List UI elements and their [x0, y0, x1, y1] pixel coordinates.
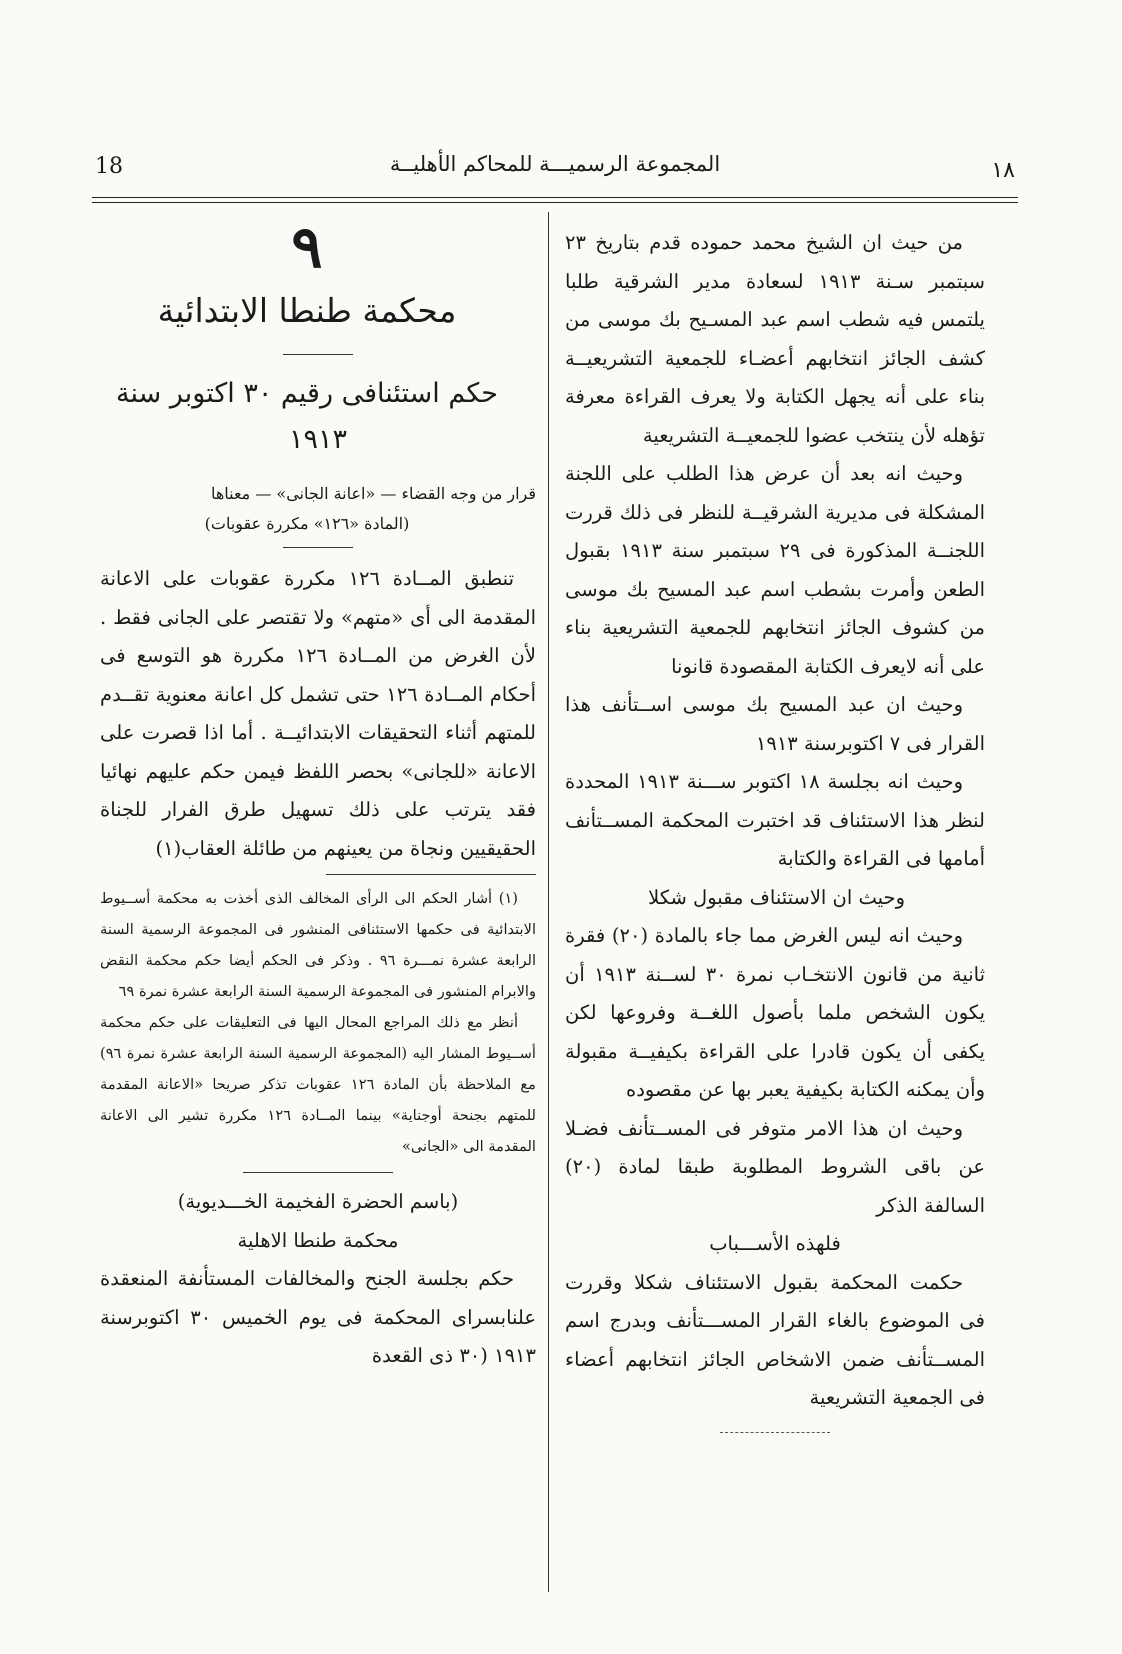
page-number-arabic: ١٨ — [991, 158, 1015, 183]
session-paragraph: حكم بجلسة الجنح والمخالفات المستأنفة المنعقدة علنابسراى المحكمة فى يوم الخميس ٣٠ اكتوبرسنة ١٩١٣ (٣٠ ذى القعدة — [100, 1267, 536, 1367]
paragraph: وحيث ان عبد المسيح بك موسى اســتأنف هذا القرار فى ٧ اكتوبرسنة ١٩١٣ — [565, 693, 985, 755]
verdict-title: حكم استئنافى رقيم ٣٠ اكتوبر سنة ١٩١٣ — [116, 378, 498, 455]
legal-principle: تنطبق المــادة ١٢٦ مكررة عقوبات على الاعانة المقدمة الى أى «متهم» ولا تقتصر على الجانى فقط . لأن الغرض من المــادة ١٢٦ مكررة هو التوسع فى أحكام المــادة ١٢٦ حتى تشمل كل اعانة معنوية تقــدم للمتهم أثناء التحقيقات الابتدائيــة . أما اذا قصرت على الاعانة «للجانى» بحصر اللفظ فيمن حكم عليهم نهائيا فقد يترتب على ذلك تسهيل طرق الفرار للجناة الحقيقيين ونجاة من يعينهم من طائلة العقاب(١) — [100, 567, 536, 860]
page-number-latin: 18 — [95, 154, 123, 179]
reasons-heading: فلهذه الأســـباب — [709, 1232, 841, 1255]
footnote: أنظر مع ذلك المراجع المحال اليها فى التعليقات على حكم محكمة أســيوط المشار اليه (المجموعة الرسمية السنة الرابعة عشرة نمرة ٩٦) مع الملاحظة بأن المادة ١٢٦ عقوبات تذكر صريحا «الاعانة المقدمة للمتهم بجنحة أوجناية» بينما المــادة ١٢٦ مكررة تشير الى الاعانة المقدمة الى «الجانى» — [100, 1014, 536, 1155]
paragraph: وحيث انه بجلسة ١٨ اكتوبر ســـنة ١٩١٣ المحددة لنظر هذا الاستئناف قد اختبرت المحكمة المســتأنف أمامها فى القراءة والكتابة — [565, 770, 985, 870]
separator — [243, 1172, 393, 1173]
footnote-rule — [326, 874, 536, 875]
paragraph: من حيث ان الشيخ محمد حموده قدم بتاريخ ٢٣ سبتمبر سـنة ١٩١٣ لسعادة مدير الشرقية طلبا يلتمس فيه شطب اسم عبد المسـيح بك موسى من كشف الجائز انتخابهم أعضـاء للجمعية التشريعيــة بناء على أنه يجهل الكتابة ولا يعرف القراءة معرفة تؤهله لأن ينتخب عضوا للجمعيــة التشريعية — [565, 231, 985, 447]
footnotes — [100, 883, 536, 1162]
left-column — [100, 212, 536, 1376]
paragraph: وحيث انه ليس الغرض مما جاء بالمادة (٢٠) فقرة ثانية من قانون الانتخـاب نمرة ٣٠ لســنة ١٩١٣ أن يكون الشخص ملما بأصول اللغــة وفروعها لكن يكفى أن يكون قادرا على القراءة بكيفيــة مقبولة وأن يمكنه الكتابة بكيفية يعبر بها عن مقصوده — [565, 924, 985, 1101]
court-name: محكمة طنطا الابتدائية — [157, 291, 457, 330]
right-column — [565, 224, 985, 1433]
case-number: ٩ — [291, 213, 323, 281]
paragraph: وحيث ان هذا الامر متوفر فى المســتأنف فضـلا عن باقى الشروط المطلوبة طبقا لمادة (٢٠) السالفة الذكر — [565, 1116, 985, 1217]
end-rule — [720, 1432, 830, 1433]
paragraph: وحيث انه بعد أن عرض هذا الطلب على اللجنة المشكلة فى مديرية الشرقيــة للنظر فى ذلك قررت اللجنــة المذكورة فى ٢٩ سبتمبر سنة ١٩١٣ بقبول الطعن وأمرت بشطب اسم عبد المسيح بك موسى من كشوف الجائز انتخابهم للجمعية التشريعية بناء على أنه لايعرف الكتابة المقصودة قانونا — [565, 462, 985, 678]
running-title: المجموعة الرسميـــة للمحاكم الأهليــة — [389, 152, 721, 176]
separator — [283, 547, 353, 548]
summary-article: (المادة «١٢٦» مكررة عقوبات) — [204, 514, 410, 533]
paragraph: وحيث ان الاستئناف مقبول شكلا — [648, 885, 905, 909]
formula: (باسم الحضرة الفخيمة الخـــديوية) — [177, 1190, 459, 1213]
separator — [283, 354, 353, 355]
header-rule — [92, 197, 1018, 198]
page-header — [95, 150, 1015, 194]
column-divider — [548, 212, 549, 1592]
footnote: (١) أشار الحكم الى الرأى المخالف الذى أخذت به محكمة أســيوط الابتدائية فى حكمها الاستئنافى المنشور فى المجموعة الرسمية السنة الرابعة عشرة نمـــرة ٩٦ . وذكر فى الحكم أيضا حكم محكمة النقض والابرام المنشور فى المجموعة الرسمية السنة الرابعة عشرة نمرة ٦٩ — [100, 890, 536, 1000]
court-name-2: محكمة طنطا الاهلية — [237, 1228, 399, 1252]
summary-keywords: قرار من وجه القضاء — «اعانة الجانى» — معناها — [210, 484, 536, 503]
ruling-paragraph: حكمت المحكمة بقبول الاستئناف شكلا وقررت فى الموضوع بالغاء القرار المســـتأنف وبدرج اسم المســتأنف ضمن الاشخاص الجائز انتخابهم أعضاء فى الجمعية التشريعية — [565, 1270, 985, 1409]
header-rule-thin — [92, 202, 1018, 203]
